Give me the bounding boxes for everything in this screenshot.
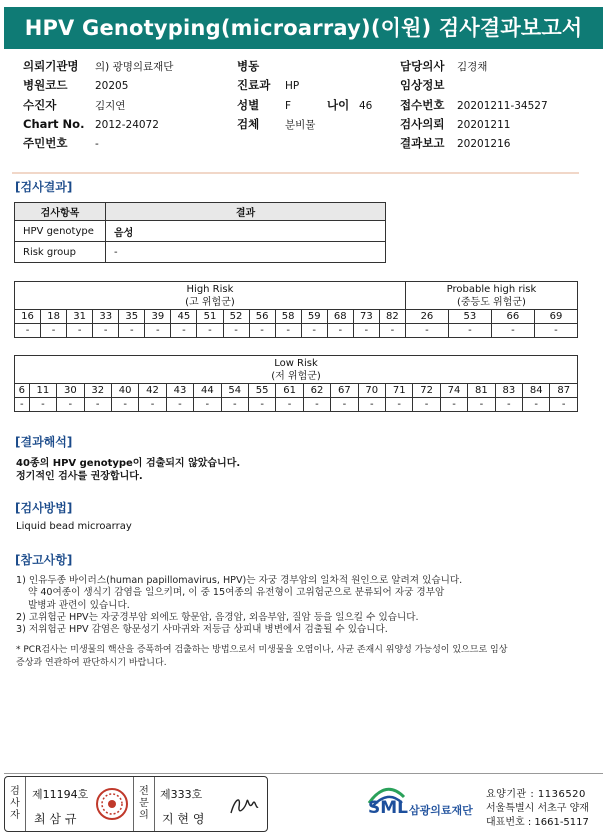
high-risk-table xyxy=(14,281,578,338)
probable-risk-header xyxy=(405,282,577,310)
divider xyxy=(25,777,26,831)
probable-risk-result-cell: - xyxy=(534,324,577,338)
value-chart-no: 2012-24072 xyxy=(95,118,159,131)
low-risk-result-cell: - xyxy=(495,398,522,412)
low-risk-result-cell: - xyxy=(440,398,467,412)
probable-risk-result-cell: - xyxy=(491,324,534,338)
high-risk-type-cell: 73 xyxy=(353,310,379,324)
high-risk-result-cell: - xyxy=(197,324,223,338)
section-title-method: [검사방법] xyxy=(15,501,73,515)
label-department: 진료과 xyxy=(237,78,271,93)
low-risk-result-cell: - xyxy=(248,398,275,412)
low-risk-type-cell: 84 xyxy=(523,384,550,398)
result-header-result: 결과 xyxy=(106,203,386,221)
section-divider xyxy=(12,172,579,174)
footer xyxy=(4,773,603,832)
high-risk-type-cell: 82 xyxy=(379,310,405,324)
reviewer-license-no: 제333호 xyxy=(160,788,203,801)
low-risk-result-cell: - xyxy=(57,398,84,412)
address: 서울특별시 서초구 양재 xyxy=(486,803,589,814)
low-risk-type-cell: 40 xyxy=(111,384,138,398)
value-report-date: 20201216 xyxy=(457,138,511,151)
high-risk-result-cell: - xyxy=(223,324,249,338)
patient-info-col1 xyxy=(23,57,173,153)
high-risk-type-cell: 16 xyxy=(15,310,41,324)
label-report-date: 결과보고 xyxy=(400,136,445,151)
high-risk-result-cell: - xyxy=(15,324,41,338)
high-risk-type-cell: 33 xyxy=(93,310,119,324)
divider xyxy=(154,777,155,831)
value-hospital-code: 20205 xyxy=(95,80,129,93)
low-risk-type-cell: 43 xyxy=(166,384,193,398)
notes-block xyxy=(16,575,576,669)
label-sex: 성별 xyxy=(237,97,260,112)
high-risk-result-cell: - xyxy=(275,324,301,338)
low-risk-result-cell: - xyxy=(550,398,578,412)
result-table xyxy=(14,202,386,263)
low-risk-type-cell: 87 xyxy=(550,384,578,398)
high-risk-result-cell: - xyxy=(119,324,145,338)
inspector-license-no: 제11194호 xyxy=(32,788,89,801)
low-risk-type-cell: 61 xyxy=(276,384,303,398)
table-row xyxy=(15,221,386,242)
low-risk-result-cell: - xyxy=(331,398,358,412)
high-risk-result-cell: - xyxy=(327,324,353,338)
value-patient: 김지연 xyxy=(95,99,126,112)
low-risk-type-cell: 32 xyxy=(84,384,111,398)
high-risk-type-cell: 68 xyxy=(327,310,353,324)
low-risk-type-cell: 81 xyxy=(468,384,495,398)
value-age: 46 xyxy=(359,99,373,112)
value-physician: 김경채 xyxy=(457,61,488,73)
value-receipt-no: 20201211-34527 xyxy=(457,99,548,112)
low-risk-header xyxy=(15,356,578,384)
low-risk-type-cell: 6 xyxy=(15,384,30,398)
high-risk-result-cell: - xyxy=(379,324,405,338)
low-risk-type-cell: 83 xyxy=(495,384,522,398)
result-value-genotype: 음성 xyxy=(106,221,386,242)
high-risk-result-cell: - xyxy=(145,324,171,338)
label-specimen: 검체 xyxy=(237,116,260,131)
high-risk-result-cell: - xyxy=(353,324,379,338)
probable-risk-result-cell: - xyxy=(405,324,448,338)
low-risk-result-cell: - xyxy=(221,398,248,412)
label-chart-no: Chart No. xyxy=(23,116,85,131)
high-risk-type-cell: 35 xyxy=(119,310,145,324)
low-risk-type-cell: 71 xyxy=(386,384,413,398)
label-request-date: 검사의뢰 xyxy=(400,116,445,131)
note-1-cont: 약 40여종이 생식기 감염을 일으키며, 이 중 15여종의 유전형이 고위험군으로 분류되어 자궁 경부암 xyxy=(28,587,445,599)
high-risk-result-cell: - xyxy=(93,324,119,338)
low-risk-type-cell: 44 xyxy=(194,384,221,398)
low-risk-result-cell: - xyxy=(29,398,56,412)
low-risk-result-cell: - xyxy=(194,398,221,412)
high-risk-subtitle: (고 위험군) xyxy=(185,296,235,308)
seal-stamp-icon xyxy=(95,787,129,821)
low-risk-result-cell: - xyxy=(84,398,111,412)
result-item-genotype: HPV genotype xyxy=(15,221,106,242)
high-risk-type-cell: 31 xyxy=(67,310,93,324)
signature-box xyxy=(4,776,268,832)
section-title-interpretation: [결과해석] xyxy=(15,435,73,449)
low-risk-type-cell: 11 xyxy=(29,384,56,398)
label-physician: 담당의사 xyxy=(400,59,445,73)
label-ward: 병동 xyxy=(237,59,260,73)
value-institution: 의) 광명의료재단 xyxy=(95,61,174,73)
low-risk-result-cell: - xyxy=(139,398,166,412)
label-resident-no: 주민번호 xyxy=(23,136,68,151)
interpretation-line-1: 40종의 HPV genotype이 검출되지 않았습니다. xyxy=(16,458,241,469)
label-institution: 의뢰기관명 xyxy=(23,59,79,73)
low-risk-result-cell: - xyxy=(15,398,30,412)
label-clinical-info: 임상정보 xyxy=(400,78,445,93)
inspector-label: 검사자 xyxy=(10,786,20,821)
note-3: 3) 저위험군 HPV 감염은 항문성기 사마귀와 저등급 상피내 병변에서 검출될 수 있습니다. xyxy=(16,624,388,636)
table-row xyxy=(15,242,386,263)
value-sex: F xyxy=(285,99,292,112)
probable-risk-title: Probable high risk xyxy=(446,283,537,295)
high-risk-result-cell: - xyxy=(249,324,275,338)
value-specimen: 분비물 xyxy=(285,118,316,131)
label-age: 나이 xyxy=(327,97,350,112)
probable-risk-result-cell: - xyxy=(448,324,491,338)
interpretation-text xyxy=(16,457,240,483)
low-risk-type-cell: 30 xyxy=(57,384,84,398)
label-receipt-no: 접수번호 xyxy=(400,97,445,112)
result-header-item: 검사항목 xyxy=(15,203,106,221)
high-risk-header xyxy=(15,282,406,310)
high-risk-result-cell: - xyxy=(67,324,93,338)
high-risk-type-cell: 45 xyxy=(171,310,197,324)
high-risk-result-cell: - xyxy=(301,324,327,338)
low-risk-type-cell: 55 xyxy=(248,384,275,398)
logo-name: 삼광의료재단 xyxy=(409,804,473,817)
section-title-result: [검사결과] xyxy=(15,180,73,194)
low-risk-type-cell: 72 xyxy=(413,384,440,398)
note-2: 2) 고위험군 HPV는 자궁경부암 외에도 항문암, 음경암, 외음부암, 질암 등을 일으킬 수 있습니다. xyxy=(16,611,419,623)
low-risk-result-cell: - xyxy=(386,398,413,412)
low-risk-results-row xyxy=(15,398,578,412)
section-title-notes: [참고사항] xyxy=(15,553,73,567)
high-risk-type-cell: 58 xyxy=(275,310,301,324)
probable-risk-type-cell: 66 xyxy=(491,310,534,324)
high-risk-type-cell: 56 xyxy=(249,310,275,324)
low-risk-title: Low Risk xyxy=(274,357,318,369)
divider xyxy=(133,777,134,831)
low-risk-result-cell: - xyxy=(523,398,550,412)
low-risk-type-cell: 74 xyxy=(440,384,467,398)
note-1: 1) 인유두종 바이러스(human papillomavirus, HPV)는 자궁 경부암의 일차적 원인으로 알려져 있습니다. xyxy=(16,575,463,586)
patient-info-col3 xyxy=(400,57,548,153)
reviewer-label: 전문의 xyxy=(139,786,149,821)
logo-abbr: SML xyxy=(368,798,408,818)
high-risk-type-cell: 39 xyxy=(145,310,171,324)
high-risk-type-cell: 51 xyxy=(197,310,223,324)
signature-icon xyxy=(227,789,261,821)
high-risk-types-row xyxy=(15,310,578,324)
result-item-risk-group: Risk group xyxy=(15,242,106,263)
high-risk-type-cell: 59 xyxy=(301,310,327,324)
result-value-risk-group: - xyxy=(106,242,386,263)
report-title: HPV Genotyping(microarray)(이원) 검사결과보고서 xyxy=(4,7,603,49)
low-risk-result-cell: - xyxy=(111,398,138,412)
low-risk-type-cell: 42 xyxy=(139,384,166,398)
note-1-cont2: 발병과 관련이 있습니다. xyxy=(28,599,130,611)
patient-info-col2 xyxy=(237,57,372,134)
pcr-disclaimer: * PCR검사는 미생물의 핵산을 증폭하여 검출하는 방법으로서 미생물을 오염이나, 사균 존재시 위양성 가능성이 있으므로 임상 xyxy=(16,645,508,656)
low-risk-result-cell: - xyxy=(358,398,385,412)
low-risk-types-row xyxy=(15,384,578,398)
probable-risk-type-cell: 53 xyxy=(448,310,491,324)
low-risk-table xyxy=(14,355,578,412)
method-text: Liquid bead microarray xyxy=(16,521,132,532)
low-risk-result-cell: - xyxy=(303,398,330,412)
label-hospital-code: 병원코드 xyxy=(23,78,68,93)
high-risk-result-cell: - xyxy=(171,324,197,338)
probable-risk-type-cell: 26 xyxy=(405,310,448,324)
value-request-date: 20201211 xyxy=(457,118,511,131)
low-risk-subtitle: (저 위험군) xyxy=(271,370,321,382)
reviewer-name: 지 현 영 xyxy=(162,812,205,826)
high-risk-title: High Risk xyxy=(186,283,234,295)
low-risk-result-cell: - xyxy=(468,398,495,412)
label-patient: 수진자 xyxy=(23,97,57,112)
high-risk-type-cell: 52 xyxy=(223,310,249,324)
pcr-disclaimer-cont: 증상과 연관하여 판단하시기 바랍니다. xyxy=(16,657,167,668)
low-risk-type-cell: 54 xyxy=(221,384,248,398)
care-institution-code: 요양기관 : 1136520 xyxy=(486,789,586,800)
high-risk-result-cell: - xyxy=(41,324,67,338)
low-risk-type-cell: 70 xyxy=(358,384,385,398)
value-department: HP xyxy=(285,80,300,93)
high-risk-type-cell: 18 xyxy=(41,310,67,324)
probable-risk-subtitle: (중등도 위험군) xyxy=(456,296,526,308)
value-resident-no: - xyxy=(95,138,99,151)
low-risk-result-cell: - xyxy=(166,398,193,412)
high-risk-results-row xyxy=(15,324,578,338)
low-risk-result-cell: - xyxy=(413,398,440,412)
probable-risk-type-cell: 69 xyxy=(534,310,577,324)
phone: 대표번호 : 1661-5117 xyxy=(486,817,589,828)
low-risk-type-cell: 67 xyxy=(331,384,358,398)
low-risk-type-cell: 62 xyxy=(303,384,330,398)
inspector-name: 최 삼 규 xyxy=(34,812,77,826)
low-risk-result-cell: - xyxy=(276,398,303,412)
interpretation-line-2: 정기적인 검사를 권장합니다. xyxy=(16,471,143,482)
